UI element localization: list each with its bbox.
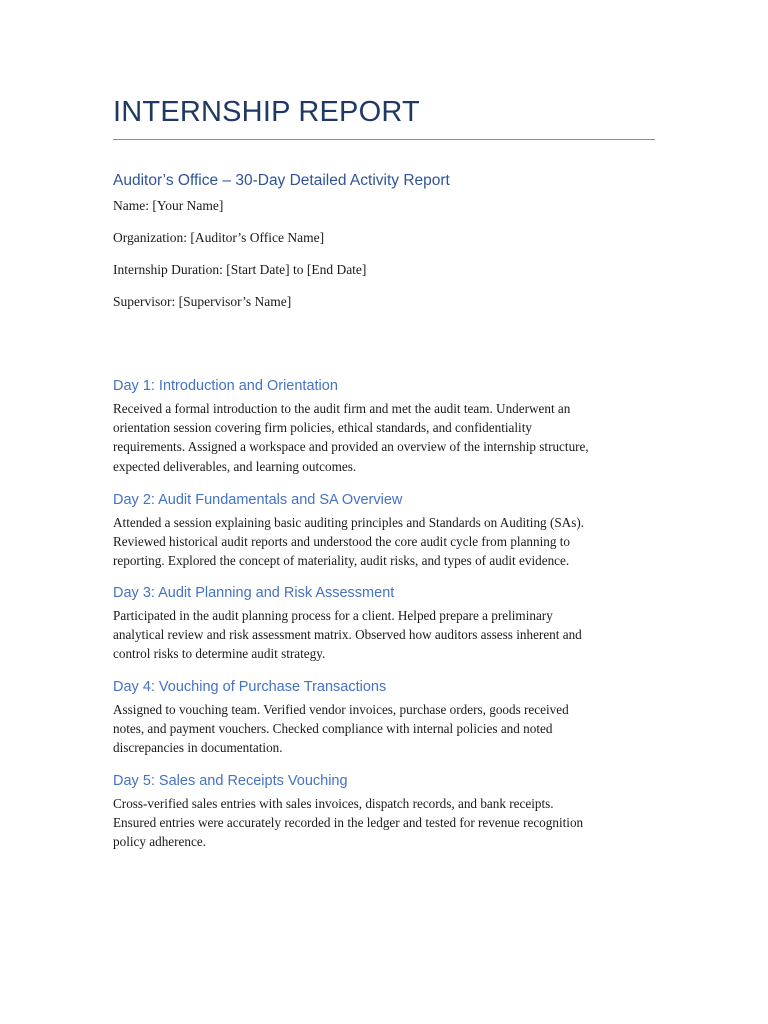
day-4-line: Assigned to vouching team. Verified vendor invoices, purchase orders, goods received <box>113 702 569 717</box>
day-1-line: Received a formal introduction to the audit firm and met the audit team. Underwent an <box>113 401 571 416</box>
day-1-heading: Day 1: Introduction and Orientation <box>113 378 338 394</box>
meta-organization: Organization: [Auditor’s Office Name] <box>113 230 325 245</box>
day-4-line: notes, and payment vouchers. Checked compliance with internal policies and noted <box>113 721 553 737</box>
day-4-body <box>113 700 658 758</box>
day-1-section <box>113 376 658 476</box>
day-2-section <box>113 490 658 571</box>
day-5-line: policy adherence. <box>113 834 206 850</box>
day-1-line: expected deliverables, and learning outcomes. <box>113 458 357 474</box>
day-3-line: control risks to determine audit strategy. <box>113 646 326 662</box>
day-2-body <box>113 513 658 571</box>
day-4-heading: Day 4: Vouching of Purchase Transactions <box>113 679 387 695</box>
day-5-heading: Day 5: Sales and Receipts Vouching <box>113 773 348 789</box>
day-3-line: Participated in the audit planning process for a client. Helped prepare a preliminary <box>113 608 553 623</box>
day-2-line: Reviewed historical audit reports and understood the core audit cycle from planning to <box>113 534 571 550</box>
day-3-body <box>113 606 658 664</box>
day-3-line: analytical review and risk assessment matrix. Observed how auditors assess inherent and <box>113 627 582 643</box>
day-5-body <box>113 794 658 852</box>
meta-supervisor: Supervisor: [Supervisor’s Name] <box>113 294 292 309</box>
day-3-section <box>113 583 658 664</box>
day-1-line: orientation session covering firm policies, ethical standards, and confidentiality <box>113 420 532 436</box>
day-1-body <box>113 399 658 476</box>
day-2-heading: Day 2: Audit Fundamentals and SA Overview <box>113 492 403 508</box>
report-subtitle: Auditor’s Office – 30-Day Detailed Activity Report <box>113 172 450 189</box>
day-5-line: Cross-verified sales entries with sales invoices, dispatch records, and bank receipts. <box>113 796 554 811</box>
day-5-section <box>113 771 658 852</box>
meta-name: Name: [Your Name] <box>113 198 224 213</box>
day-3-heading: Day 3: Audit Planning and Risk Assessment <box>113 585 395 601</box>
day-2-line: reporting. Explored the concept of materiality, audit risks, and types of audit evidence. <box>113 553 570 569</box>
day-4-section <box>113 677 658 758</box>
day-4-line: discrepancies in documentation. <box>113 740 283 756</box>
meta-duration: Internship Duration: [Start Date] to [End Date] <box>113 262 367 277</box>
day-5-line: Ensured entries were accurately recorded in the ledger and tested for revenue recognition <box>113 815 584 831</box>
title-divider <box>113 139 655 140</box>
report-title: INTERNSHIP REPORT <box>113 96 420 128</box>
day-1-line: requirements. Assigned a workspace and provided an overview of the internship structure, <box>113 439 589 455</box>
day-2-line: Attended a session explaining basic auditing principles and Standards on Auditing (SAs). <box>113 515 585 530</box>
